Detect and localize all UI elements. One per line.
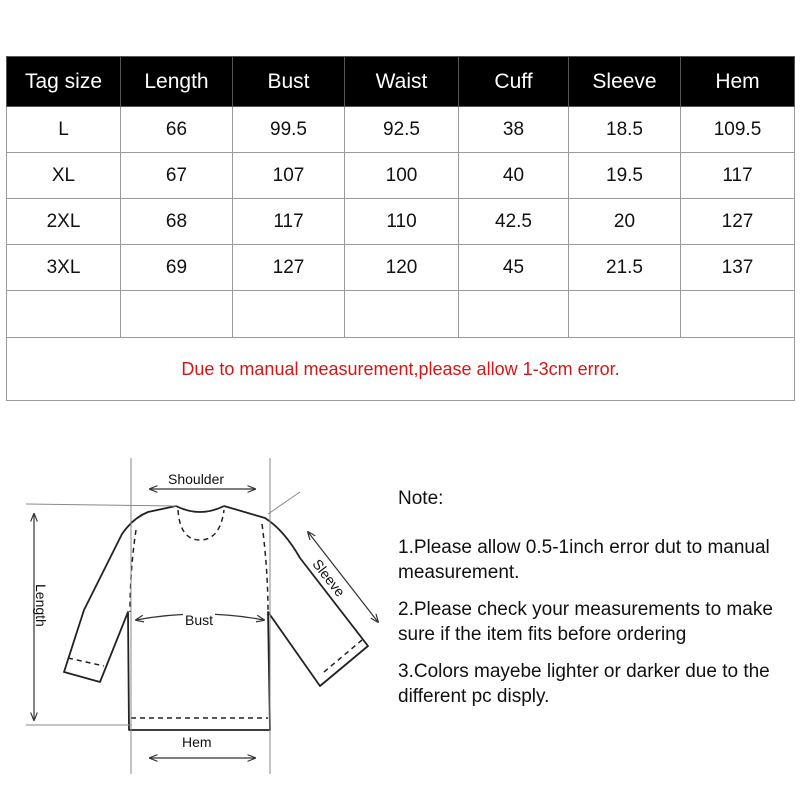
table-cell: 2XL xyxy=(7,199,121,245)
hem-label: Hem xyxy=(182,734,212,750)
table-cell: 66 xyxy=(121,107,233,153)
table-row xyxy=(7,199,795,245)
table-cell: 127 xyxy=(681,199,795,245)
note-item: 1.Please allow 0.5-1inch error dut to manual measurement. xyxy=(398,537,770,583)
table-cell: 100 xyxy=(345,153,459,199)
table-cell: 117 xyxy=(233,199,345,245)
disclaimer-row xyxy=(7,338,795,401)
table-cell: 69 xyxy=(121,245,233,291)
table-cell: 127 xyxy=(233,245,345,291)
header-tag-size: Tag size xyxy=(7,57,121,107)
bust-label: Bust xyxy=(185,612,214,628)
table-cell: 20 xyxy=(569,199,681,245)
table-cell: XL xyxy=(7,153,121,199)
table-cell: 3XL xyxy=(7,245,121,291)
table-cell: 109.5 xyxy=(681,107,795,153)
table-cell: 67 xyxy=(121,153,233,199)
empty-cell xyxy=(233,291,345,338)
sleeve-label: Sleeve xyxy=(309,556,349,600)
empty-cell xyxy=(7,291,121,338)
table-cell: 45 xyxy=(459,245,569,291)
measurement-disclaimer: Due to manual measurement,please allow 1-3cm error. xyxy=(7,338,795,401)
table-cell: 92.5 xyxy=(345,107,459,153)
empty-table-row xyxy=(7,291,795,338)
table-cell: 19.5 xyxy=(569,153,681,199)
table-cell: L xyxy=(7,107,121,153)
table-cell: 18.5 xyxy=(569,107,681,153)
table-cell: 110 xyxy=(345,199,459,245)
header-length: Length xyxy=(121,57,233,107)
header-hem: Hem xyxy=(681,57,795,107)
table-cell: 120 xyxy=(345,245,459,291)
size-chart-table xyxy=(6,56,795,401)
table-row xyxy=(7,245,795,291)
table-cell: 99.5 xyxy=(233,107,345,153)
table-cell: 117 xyxy=(681,153,795,199)
empty-cell xyxy=(569,291,681,338)
empty-cell xyxy=(459,291,569,338)
table-cell: 21.5 xyxy=(569,245,681,291)
notes-panel xyxy=(398,486,798,721)
note-item: 3.Colors mayebe lighter or darker due to the different pc disply. xyxy=(398,661,770,707)
header-sleeve: Sleeve xyxy=(569,57,681,107)
garment-measurement-diagram xyxy=(0,440,400,800)
table-cell: 68 xyxy=(121,199,233,245)
length-label: Length xyxy=(33,584,49,627)
table-cell: 42.5 xyxy=(459,199,569,245)
empty-cell xyxy=(681,291,795,338)
table-cell: 38 xyxy=(459,107,569,153)
table-cell: 40 xyxy=(459,153,569,199)
note-item: 2.Please check your measurements to make sure if the item fits before ordering xyxy=(398,599,773,645)
table-cell: 137 xyxy=(681,245,795,291)
empty-cell xyxy=(121,291,233,338)
table-row xyxy=(7,153,795,199)
table-cell: 107 xyxy=(233,153,345,199)
header-cuff: Cuff xyxy=(459,57,569,107)
notes-title: Note: xyxy=(398,488,444,509)
header-bust: Bust xyxy=(233,57,345,107)
shoulder-label: Shoulder xyxy=(168,471,225,487)
table-header-row xyxy=(7,57,795,107)
header-waist: Waist xyxy=(345,57,459,107)
table-row xyxy=(7,107,795,153)
empty-cell xyxy=(345,291,459,338)
